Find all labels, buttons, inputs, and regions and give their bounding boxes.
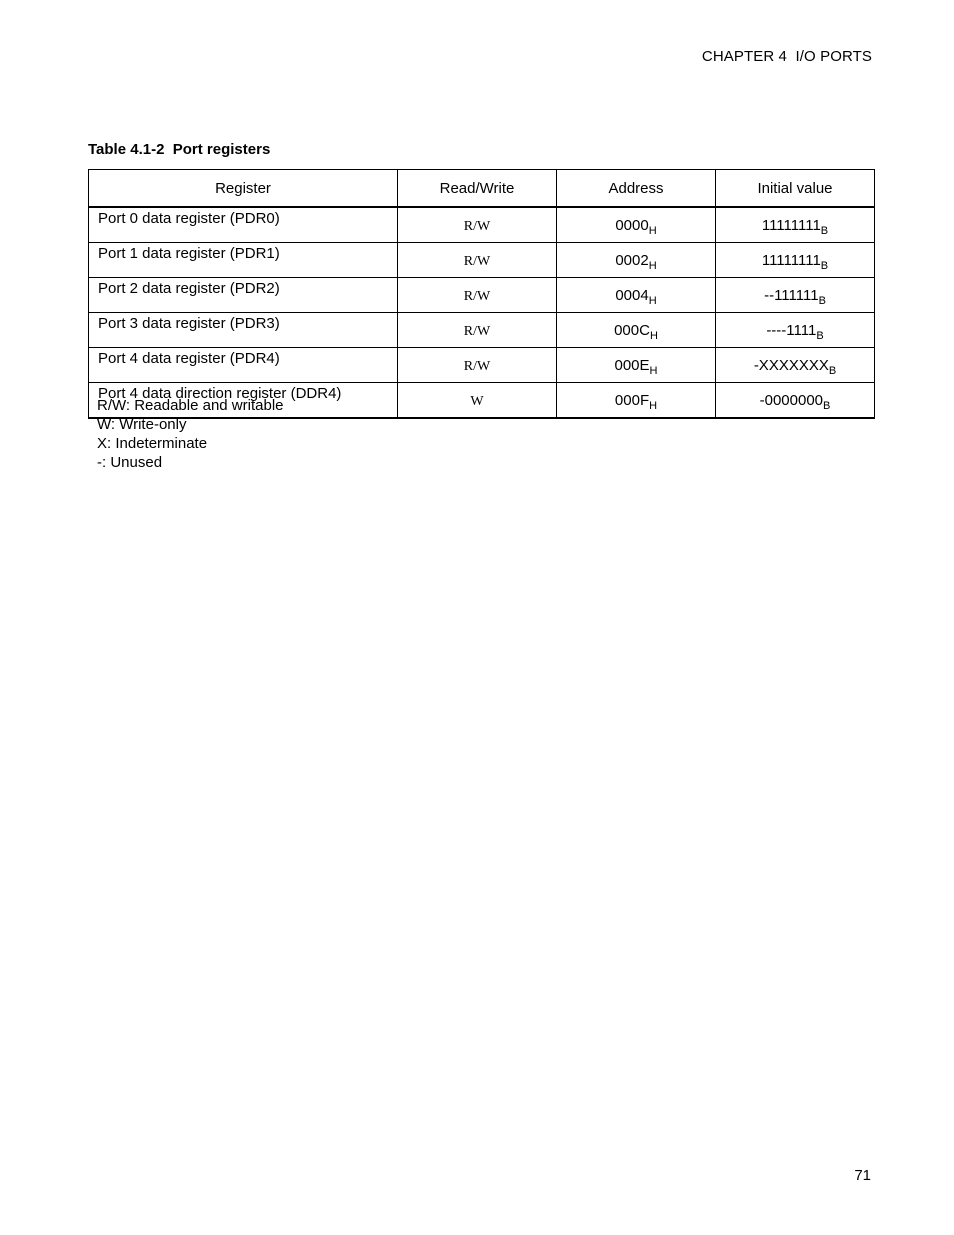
initial-value-cell (716, 348, 875, 383)
read-write-cell: R/W (398, 313, 557, 348)
address-cell (557, 383, 716, 419)
table-row (89, 207, 875, 243)
initial-value-suffix: B (828, 364, 837, 377)
initial-value-suffix: B (818, 294, 826, 307)
chapter-header: CHAPTER 4 I/O PORTS (701, 48, 872, 65)
register-name-cell: Port 2 data register (PDR2) (89, 278, 398, 313)
register-name-cell: Port 3 data register (PDR3) (89, 313, 398, 348)
register-name-cell: Port 4 data register (PDR4) (89, 348, 398, 383)
address-cell (557, 313, 716, 348)
table-caption: Table 4.1-2 Port registers (88, 141, 271, 158)
port-registers-table (88, 169, 875, 419)
initial-value: 11111111 (761, 216, 821, 234)
column-header-address: Address (557, 170, 716, 208)
address-suffix: H (648, 259, 657, 272)
table-row (89, 313, 875, 348)
address-value: 0002 (615, 251, 649, 269)
address-cell (557, 243, 716, 278)
table-legend (97, 396, 284, 472)
register-name-cell: Port 4 data direction register (DDR4) (89, 383, 398, 419)
table-row (89, 278, 875, 313)
initial-value: ----1111 (766, 321, 817, 339)
address-value: 000F (614, 391, 650, 409)
read-write-cell: R/W (398, 207, 557, 243)
address-value: 000C (614, 321, 650, 339)
register-name-cell: Port 1 data register (PDR1) (89, 243, 398, 278)
initial-value: -XXXXXXX (753, 356, 829, 374)
legend-item: R/W: Readable and writable (97, 397, 284, 414)
table-header-row (89, 170, 875, 208)
read-write-cell: W (398, 383, 557, 419)
initial-value-cell (716, 243, 875, 278)
read-write-cell: R/W (398, 243, 557, 278)
address-suffix: H (648, 294, 657, 307)
address-value: 0004 (615, 286, 649, 304)
address-cell (557, 348, 716, 383)
column-header-read-write: Read/Write (398, 170, 557, 208)
table-row (89, 243, 875, 278)
address-suffix: H (648, 224, 657, 237)
initial-value-cell (716, 207, 875, 243)
address-suffix: H (649, 364, 658, 377)
register-name-cell: Port 0 data register (PDR0) (89, 207, 398, 243)
initial-value: --111111 (764, 286, 819, 304)
address-value: 000E (614, 356, 650, 374)
read-write-cell: R/W (398, 278, 557, 313)
address-suffix: H (649, 329, 658, 342)
initial-value-suffix: B (816, 329, 824, 342)
address-suffix: H (649, 399, 658, 412)
legend-item: -: Unused (97, 454, 163, 471)
table-row (89, 348, 875, 383)
initial-value-suffix: B (820, 259, 829, 272)
address-value: 0000 (615, 216, 649, 234)
initial-value-cell (716, 313, 875, 348)
initial-value-suffix: B (820, 224, 829, 237)
initial-value: -0000000 (759, 391, 824, 409)
column-header-register: Register (89, 170, 398, 208)
initial-value-cell (716, 383, 875, 419)
initial-value: 11111111 (761, 251, 821, 269)
legend-item: W: Write-only (97, 416, 187, 433)
address-cell (557, 207, 716, 243)
page-number: 71 (854, 1167, 871, 1184)
address-cell (557, 278, 716, 313)
column-header-initial-value: Initial value (716, 170, 875, 208)
legend-item: X: Indeterminate (97, 435, 208, 452)
initial-value-cell (716, 278, 875, 313)
read-write-cell: R/W (398, 348, 557, 383)
initial-value-suffix: B (823, 399, 831, 412)
